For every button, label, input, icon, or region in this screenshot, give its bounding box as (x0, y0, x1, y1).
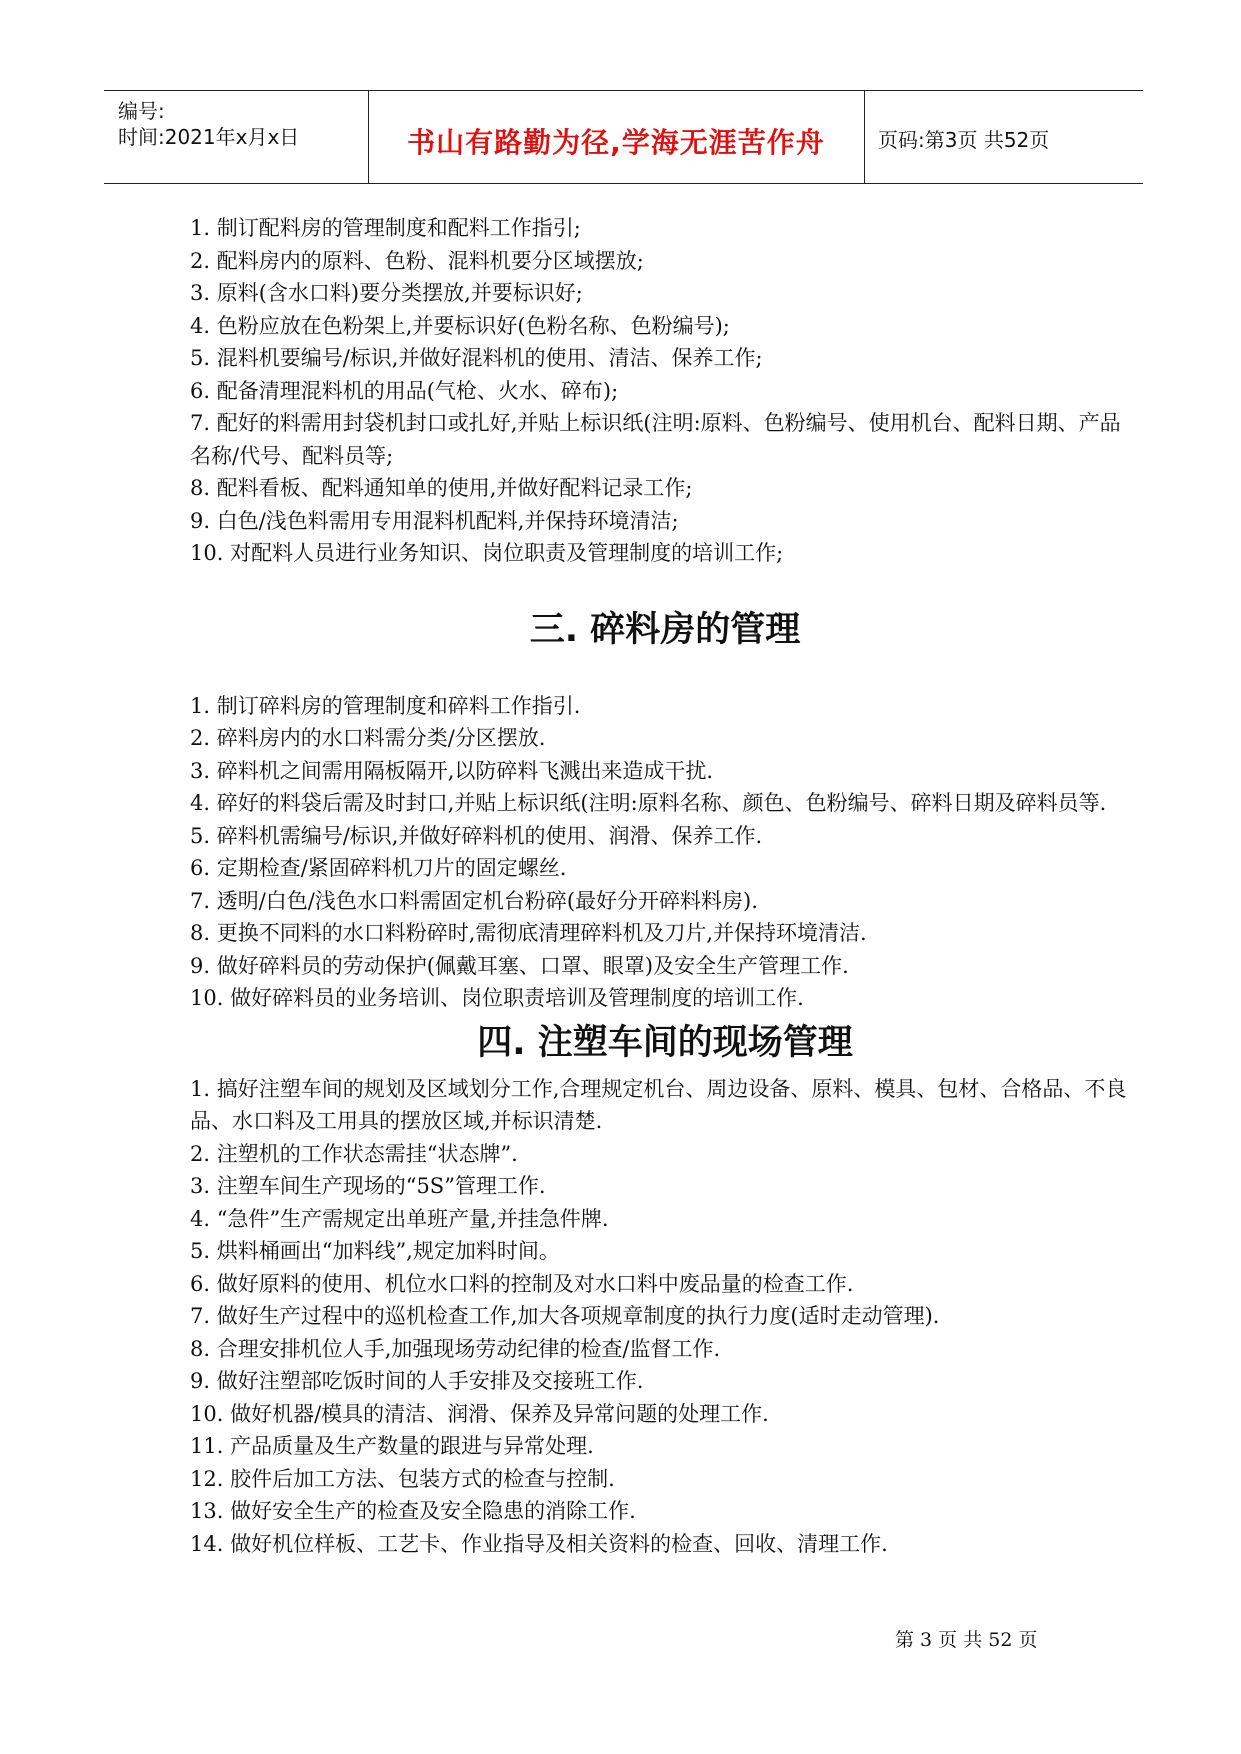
header-page-label: 页码:第3页 共52页 (878, 128, 1050, 152)
list-item: 10. 做好机器/模具的清洁、润滑、保养及异常问题的处理工作. (190, 1401, 769, 1426)
document-body (190, 212, 1140, 1560)
list-item: 5. 烘料桶画出“加料线”,规定加料时间。 (190, 1239, 560, 1263)
list-item: 1. 搞好注塑车间的规划及区域划分工作,合理规定机台、周边设备、原料、模具、包材、合格品、不良品、水口料及工用具的摆放区域,并标识清楚. (190, 1076, 1127, 1133)
list-item: 10. 做好碎料员的业务培训、岗位职责培训及管理制度的培训工作. (190, 986, 804, 1010)
header-page-cell (864, 91, 1143, 183)
list-item: 8. 合理安排机位人手,加强现场劳动纪律的检查/监督工作. (190, 1336, 721, 1361)
document-time-label: 时间:2021年x月x日 (118, 125, 300, 149)
list-item: 10. 对配料人员进行业务知识、岗位职责及管理制度的培训工作; (190, 541, 784, 565)
section3-list (190, 690, 1140, 1015)
list-item: 2. 注塑机的工作状态需挂“状态牌”. (190, 1141, 518, 1166)
list-item: 9. 白色/浅色料需用专用混料机配料,并保持环境清洁; (190, 508, 679, 533)
section4-title: 四. 注塑车间的现场管理 (477, 1022, 853, 1063)
page-header (104, 90, 1143, 184)
list-item: 7. 做好生产过程中的巡机检查工作,加大各项规章制度的执行力度(适时走动管理). (190, 1304, 940, 1328)
header-info-cell (104, 91, 369, 183)
list-item: 5. 混料机要编号/标识,并做好混料机的使用、清洁、保养工作; (190, 346, 763, 370)
section3-title: 三. 碎料房的管理 (529, 609, 801, 650)
list-item: 11. 产品质量及生产数量的跟进与异常处理. (190, 1434, 594, 1458)
list-item: 12. 胶件后加工方法、包装方式的检查与控制. (190, 1466, 615, 1491)
list-item: 3. 注塑车间生产现场的“5S”管理工作. (190, 1174, 546, 1198)
document-id-label: 编号: (118, 99, 165, 123)
list-item: 7. 配好的料需用封袋机封口或扎好,并贴上标识纸(注明:原料、色粉编号、使用机台、配料日期、产品名称/代号、配料员等; (190, 411, 1121, 468)
list-item: 9. 做好碎料员的劳动保护(佩戴耳塞、口罩、眼罩)及安全生产管理工作. (190, 953, 849, 978)
header-motto-cell (368, 91, 865, 183)
list-item: 8. 配料看板、配料通知单的使用,并做好配料记录工作; (190, 476, 693, 500)
list-item: 14. 做好机位样板、工艺卡、作业指导及相关资料的检查、回收、清理工作. (190, 1531, 888, 1556)
list-item: 6. 做好原料的使用、机位水口料的控制及对水口料中废品量的检查工作. (190, 1271, 854, 1296)
list-item: 6. 配备清理混料机的用品(气枪、火水、碎布); (190, 378, 619, 403)
list-item: 1. 制订配料房的管理制度和配料工作指引; (190, 216, 581, 240)
section4-list (190, 1073, 1140, 1561)
list-item: 9. 做好注塑部吃饭时间的人手安排及交接班工作. (190, 1369, 644, 1393)
list-item: 4. “急件”生产需规定出单班产量,并挂急件牌. (190, 1206, 609, 1231)
list-item: 2. 配料房内的原料、色粉、混料机要分区域摆放; (190, 248, 644, 273)
page-footer: 第 3 页 共 52 页 (895, 1629, 1038, 1651)
list-item: 1. 制订碎料房的管理制度和碎料工作指引. (190, 693, 581, 718)
list-item: 3. 碎料机之间需用隔板隔开,以防碎料飞溅出来造成干扰. (190, 758, 714, 783)
list-item: 13. 做好安全生产的检查及安全隐患的消除工作. (190, 1499, 636, 1523)
list-item: 3. 原料(含水口料)要分类摆放,并要标识好; (190, 281, 583, 305)
header-motto: 书山有路勤为径,学海无涯苦作舟 (407, 126, 825, 159)
list-item: 8. 更换不同料的水口料粉碎时,需彻底清理碎料机及刀片,并保持环境清洁. (190, 921, 867, 945)
section2-list (190, 212, 1140, 570)
list-item: 5. 碎料机需编号/标识,并做好碎料机的使用、润滑、保养工作. (190, 823, 763, 848)
list-item: 7. 透明/白色/浅色水口料需固定机台粉碎(最好分开碎料料房). (190, 888, 758, 913)
list-item: 4. 色粉应放在色粉架上,并要标识好(色粉名称、色粉编号); (190, 313, 730, 338)
list-item: 6. 定期检查/紧固碎料机刀片的固定螺丝. (190, 856, 567, 880)
list-item: 2. 碎料房内的水口料需分类/分区摆放. (190, 726, 546, 750)
list-item: 4. 碎好的料袋后需及时封口,并贴上标识纸(注明:原料名称、颜色、色粉编号、碎料日期及碎料员等. (190, 791, 1107, 815)
